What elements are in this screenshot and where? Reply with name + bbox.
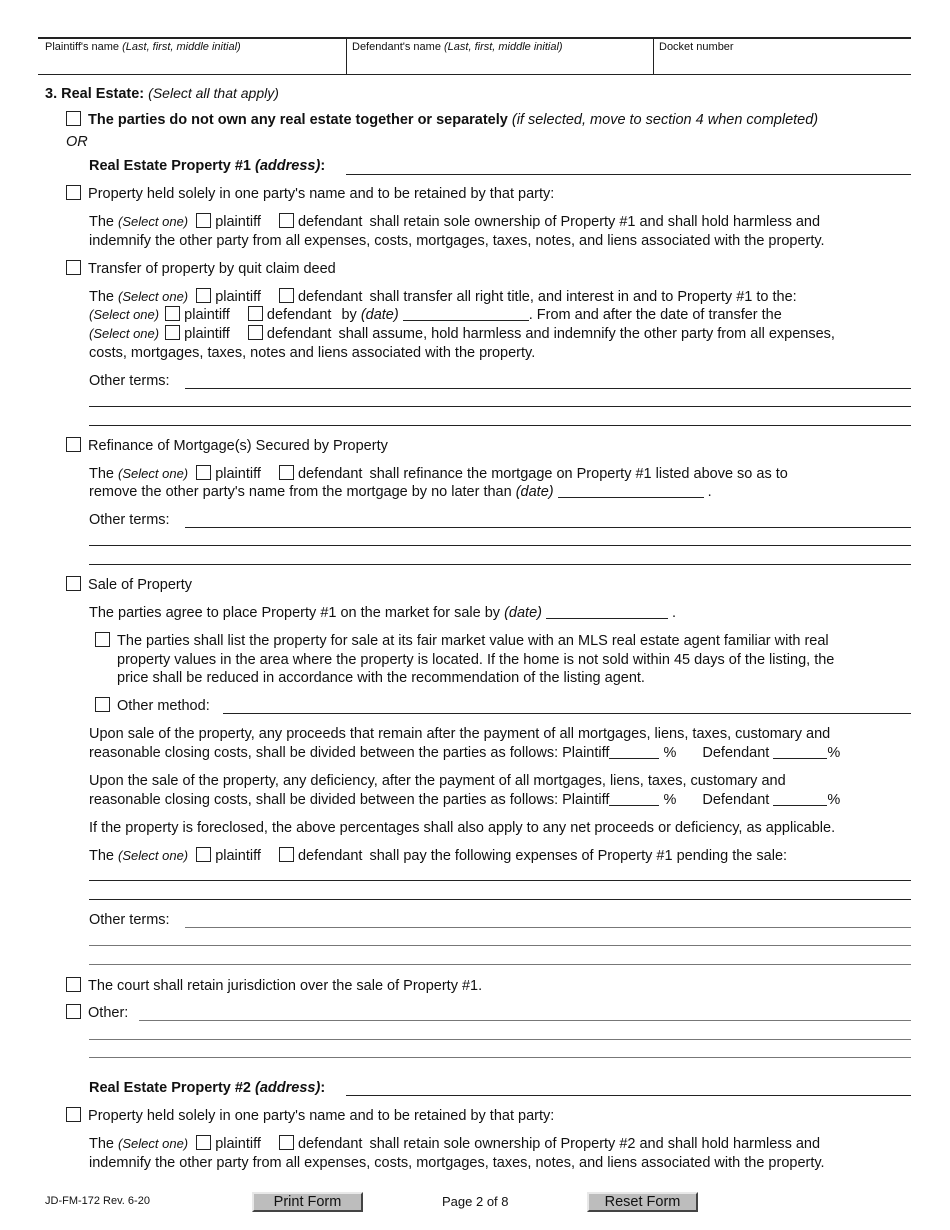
header-bottom-rule bbox=[38, 74, 911, 75]
p1-transfer-other-terms-line[interactable] bbox=[89, 406, 911, 407]
p1-refi-date-field[interactable] bbox=[558, 483, 704, 498]
p1-retain-line2: indemnify the other party from all expenses, costs, mortgages, taxes, notes, and liens associated with the property. bbox=[89, 233, 825, 249]
p1-pay-line: The (Select one) plaintiff defendant shall pay the following expenses of Property #1 pending the sale: bbox=[89, 848, 788, 864]
p1-deficiency-plaintiff-pct[interactable] bbox=[609, 791, 659, 806]
p1-pay-expenses-line[interactable] bbox=[89, 880, 911, 881]
reset-form-button[interactable]: Reset Form bbox=[587, 1192, 698, 1212]
p1-transfer-other-terms-field[interactable] bbox=[185, 388, 911, 389]
p1-held-solely-option: Property held solely in one party's name and to be retained by that party: bbox=[66, 185, 554, 204]
p2-retain-line2: indemnify the other party from all expenses, costs, mortgages, taxes, notes, and liens associated with the property. bbox=[89, 1155, 825, 1171]
p1-sale-other-terms-label: Other terms: bbox=[89, 912, 170, 928]
p1-sale-other-terms-line[interactable] bbox=[89, 964, 911, 965]
p1-other-field[interactable] bbox=[139, 1020, 911, 1021]
property1-address-field[interactable] bbox=[346, 174, 911, 175]
p1-assume-line: (Select one) plaintiff defendant shall assume, hold harmless and indemnify the other party from all expenses, bbox=[89, 326, 835, 342]
p1-deficiency-defendant-pct[interactable] bbox=[773, 791, 827, 806]
p1-proceeds-line2: reasonable closing costs, shall be divided between the parties as follows: Plaintiff % Defendant % bbox=[89, 745, 841, 761]
p1-retain-line: The (Select one) plaintiff defendant shall retain sole ownership of Property #1 and shall hold harmless and bbox=[89, 214, 821, 230]
p1-mls-checkbox[interactable] bbox=[95, 632, 110, 647]
p1-proceeds-line1: Upon sale of the property, any proceeds that remain after the payment of all mortgages, liens, taxes, customary and bbox=[89, 726, 831, 742]
p2-held-solely-checkbox[interactable] bbox=[66, 1107, 81, 1122]
p1-sale-option: Sale of Property bbox=[66, 576, 192, 595]
p1-proceeds-defendant-pct[interactable] bbox=[773, 744, 827, 759]
p1-retain-plaintiff-checkbox[interactable] bbox=[196, 213, 211, 228]
p1-other-checkbox[interactable] bbox=[66, 1004, 81, 1019]
p1-transfer-defendant-checkbox[interactable] bbox=[279, 288, 294, 303]
docket-number-field[interactable]: Docket number bbox=[659, 41, 734, 53]
p1-market-line: The parties agree to place Property #1 on the market for sale by (date) . bbox=[89, 605, 677, 621]
p1-refi-defendant-checkbox[interactable] bbox=[279, 465, 294, 480]
p2-retain-line: The (Select one) plaintiff defendant shall retain sole ownership of Property #2 and shall hold harmless and bbox=[89, 1136, 821, 1152]
p1-other-line[interactable] bbox=[89, 1039, 911, 1040]
p1-held-solely-checkbox[interactable] bbox=[66, 185, 81, 200]
p1-assume-plaintiff-checkbox[interactable] bbox=[165, 325, 180, 340]
p1-transfer-to-defendant-checkbox[interactable] bbox=[248, 306, 263, 321]
property2-address-label: Real Estate Property #2 (address): bbox=[89, 1080, 326, 1096]
p1-refi-other-terms-field[interactable] bbox=[185, 527, 911, 528]
p1-transfer-plaintiff-checkbox[interactable] bbox=[196, 288, 211, 303]
form-id: JD-FM-172 Rev. 6-20 bbox=[45, 1195, 150, 1207]
p1-sale-other-terms-field[interactable] bbox=[185, 927, 911, 928]
or-label: OR bbox=[66, 134, 88, 150]
p1-refi-line2: remove the other party's name from the mortgage by no later than (date) . bbox=[89, 484, 712, 500]
page-number: Page 2 of 8 bbox=[442, 1194, 509, 1209]
p1-refi-other-terms-line[interactable] bbox=[89, 545, 911, 546]
no-real-estate-option: The parties do not own any real estate together or separately (if selected, move to section 4 when completed) bbox=[66, 111, 818, 130]
p1-assume-defendant-checkbox[interactable] bbox=[248, 325, 263, 340]
p1-transfer-line: The (Select one) plaintiff defendant shall transfer all right title, and interest in and to Property #1 to the: bbox=[89, 289, 797, 305]
p1-deficiency-line1: Upon the sale of the property, any deficiency, after the payment of all mortgages, liens, taxes, customary and bbox=[89, 773, 786, 789]
plaintiff-name-field[interactable]: Plaintiff's name (Last, first, middle initial) bbox=[45, 41, 241, 53]
p1-sale-checkbox[interactable] bbox=[66, 576, 81, 591]
p1-refi-plaintiff-checkbox[interactable] bbox=[196, 465, 211, 480]
p1-refi-other-terms-label: Other terms: bbox=[89, 512, 170, 528]
p1-transfer-other-terms-line[interactable] bbox=[89, 425, 911, 426]
print-form-button[interactable]: Print Form bbox=[252, 1192, 363, 1212]
p1-jurisdiction-option: The court shall retain jurisdiction over the sale of Property #1. bbox=[66, 977, 482, 996]
p1-transfer-other-terms-label: Other terms: bbox=[89, 373, 170, 389]
p1-foreclosed-text: If the property is foreclosed, the above percentages shall also apply to any net proceeds or deficiency, as applicable. bbox=[89, 820, 836, 836]
p1-pay-expenses-line[interactable] bbox=[89, 899, 911, 900]
p1-proceeds-plaintiff-pct[interactable] bbox=[609, 744, 659, 759]
p2-retain-plaintiff-checkbox[interactable] bbox=[196, 1135, 211, 1150]
p2-held-solely-option: Property held solely in one party's name and to be retained by that party: bbox=[66, 1107, 554, 1126]
p1-quit-claim-option: Transfer of property by quit claim deed bbox=[66, 260, 336, 279]
p1-mls-line2: property values in the area where the property is located. If the home is not sold within 45 days of the listing, the bbox=[117, 652, 835, 668]
p1-other-method-field[interactable] bbox=[223, 713, 911, 714]
p1-mls-line3: price shall be reduced in accordance with the recommendation of the listing agent. bbox=[117, 670, 645, 686]
p2-retain-defendant-checkbox[interactable] bbox=[279, 1135, 294, 1150]
p1-quit-claim-checkbox[interactable] bbox=[66, 260, 81, 275]
p1-other-method-checkbox[interactable] bbox=[95, 697, 110, 712]
p1-refi-line: The (Select one) plaintiff defendant shall refinance the mortgage on Property #1 listed above so as to bbox=[89, 466, 788, 482]
header-divider bbox=[653, 38, 654, 74]
defendant-name-field[interactable]: Defendant's name (Last, first, middle initial) bbox=[352, 41, 563, 53]
p1-other-method-option: Other method: bbox=[95, 697, 210, 716]
p1-refinance-option: Refinance of Mortgage(s) Secured by Property bbox=[66, 437, 388, 456]
p1-other-option: Other: bbox=[66, 1004, 128, 1023]
p1-transfer-to-plaintiff-checkbox[interactable] bbox=[165, 306, 180, 321]
p1-sale-other-terms-line[interactable] bbox=[89, 945, 911, 946]
p1-deficiency-line2: reasonable closing costs, shall be divided between the parties as follows: Plaintiff % Defendant % bbox=[89, 792, 841, 808]
p1-refinance-checkbox[interactable] bbox=[66, 437, 81, 452]
p1-assume-line2: costs, mortgages, taxes, notes and liens associated with the property. bbox=[89, 345, 536, 361]
p1-market-date-field[interactable] bbox=[546, 604, 668, 619]
p1-transfer-to-line: (Select one) plaintiff defendant by (date) . From and after the date of transfer the bbox=[89, 307, 782, 323]
no-real-estate-checkbox[interactable] bbox=[66, 111, 81, 126]
p1-transfer-date-field[interactable] bbox=[403, 306, 529, 321]
p1-retain-defendant-checkbox[interactable] bbox=[279, 213, 294, 228]
p1-other-line[interactable] bbox=[89, 1057, 911, 1058]
p1-pay-plaintiff-checkbox[interactable] bbox=[196, 847, 211, 862]
p1-pay-defendant-checkbox[interactable] bbox=[279, 847, 294, 862]
property1-address-label: Real Estate Property #1 (address): bbox=[89, 158, 326, 174]
header-divider bbox=[346, 38, 347, 74]
section-title: 3. Real Estate: (Select all that apply) bbox=[45, 85, 279, 102]
p1-refi-other-terms-line[interactable] bbox=[89, 564, 911, 565]
p1-jurisdiction-checkbox[interactable] bbox=[66, 977, 81, 992]
property2-address-field[interactable] bbox=[346, 1095, 911, 1096]
p1-mls-option: The parties shall list the property for sale at its fair market value with an MLS real estate agent familiar with real bbox=[95, 632, 829, 651]
